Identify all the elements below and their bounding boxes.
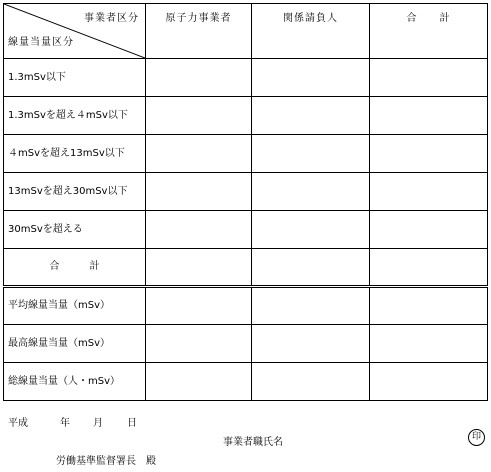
row-label: 1.3mSvを超え４mSv以下 xyxy=(4,97,146,135)
data-cell[interactable] xyxy=(370,249,488,287)
data-cell[interactable] xyxy=(146,287,252,325)
data-cell[interactable] xyxy=(146,363,252,401)
table-row xyxy=(4,173,488,211)
data-cell[interactable] xyxy=(370,363,488,401)
data-cell[interactable] xyxy=(252,97,370,135)
table-row xyxy=(4,59,488,97)
data-cell[interactable] xyxy=(370,325,488,363)
data-cell[interactable] xyxy=(252,173,370,211)
data-cell[interactable] xyxy=(252,211,370,249)
date-day-unit: 日 xyxy=(127,418,137,429)
table-row xyxy=(4,325,488,363)
data-cell[interactable] xyxy=(252,135,370,173)
data-cell[interactable] xyxy=(252,363,370,401)
data-cell[interactable] xyxy=(370,173,488,211)
data-cell[interactable] xyxy=(146,173,252,211)
data-cell[interactable] xyxy=(370,59,488,97)
column-header-total: 合 計 xyxy=(370,4,488,59)
data-cell[interactable] xyxy=(146,135,252,173)
seal-icon: 印 xyxy=(468,429,485,446)
data-cell[interactable] xyxy=(146,97,252,135)
row-label: 1.3mSv以下 xyxy=(4,59,146,97)
date-era: 平成 xyxy=(8,418,28,429)
row-label: ４mSvを超え13mSv以下 xyxy=(4,135,146,173)
data-cell[interactable] xyxy=(146,211,252,249)
corner-header-cell xyxy=(4,4,146,59)
row-label: 平均線量当量（mSv） xyxy=(4,287,146,325)
data-cell[interactable] xyxy=(370,135,488,173)
total-row-label: 合 計 xyxy=(4,249,146,287)
row-label: 30mSvを超える xyxy=(4,211,146,249)
data-cell[interactable] xyxy=(146,249,252,287)
data-cell[interactable] xyxy=(146,325,252,363)
data-cell[interactable] xyxy=(370,287,488,325)
total-row xyxy=(4,249,488,287)
table-row xyxy=(4,287,488,325)
data-cell[interactable] xyxy=(252,249,370,287)
data-cell[interactable] xyxy=(252,287,370,325)
row-label: 13mSvを超え30mSv以下 xyxy=(4,173,146,211)
column-header-contractor: 関係請負人 xyxy=(252,4,370,59)
table-row xyxy=(4,211,488,249)
dose-distribution-table xyxy=(3,3,488,401)
dose-category-label: 線量当量区分 xyxy=(8,37,74,48)
table-row xyxy=(4,97,488,135)
addressee: 労働基準監督署長 殿 xyxy=(56,456,156,467)
data-cell[interactable] xyxy=(370,211,488,249)
date-year-unit: 年 xyxy=(60,418,70,429)
data-cell[interactable] xyxy=(252,325,370,363)
business-category-label: 事業者区分 xyxy=(84,13,139,24)
column-header-operator: 原子力事業者 xyxy=(146,4,252,59)
data-cell[interactable] xyxy=(370,97,488,135)
table-header-row xyxy=(4,4,488,59)
data-cell[interactable] xyxy=(146,59,252,97)
date-month-unit: 月 xyxy=(93,418,103,429)
operator-name-label: 事業者職氏名 xyxy=(223,437,283,448)
row-label: 総線量当量（人・mSv） xyxy=(4,363,146,401)
table-row xyxy=(4,363,488,401)
data-cell[interactable] xyxy=(252,59,370,97)
row-label: 最高線量当量（mSv） xyxy=(4,325,146,363)
table-row xyxy=(4,135,488,173)
